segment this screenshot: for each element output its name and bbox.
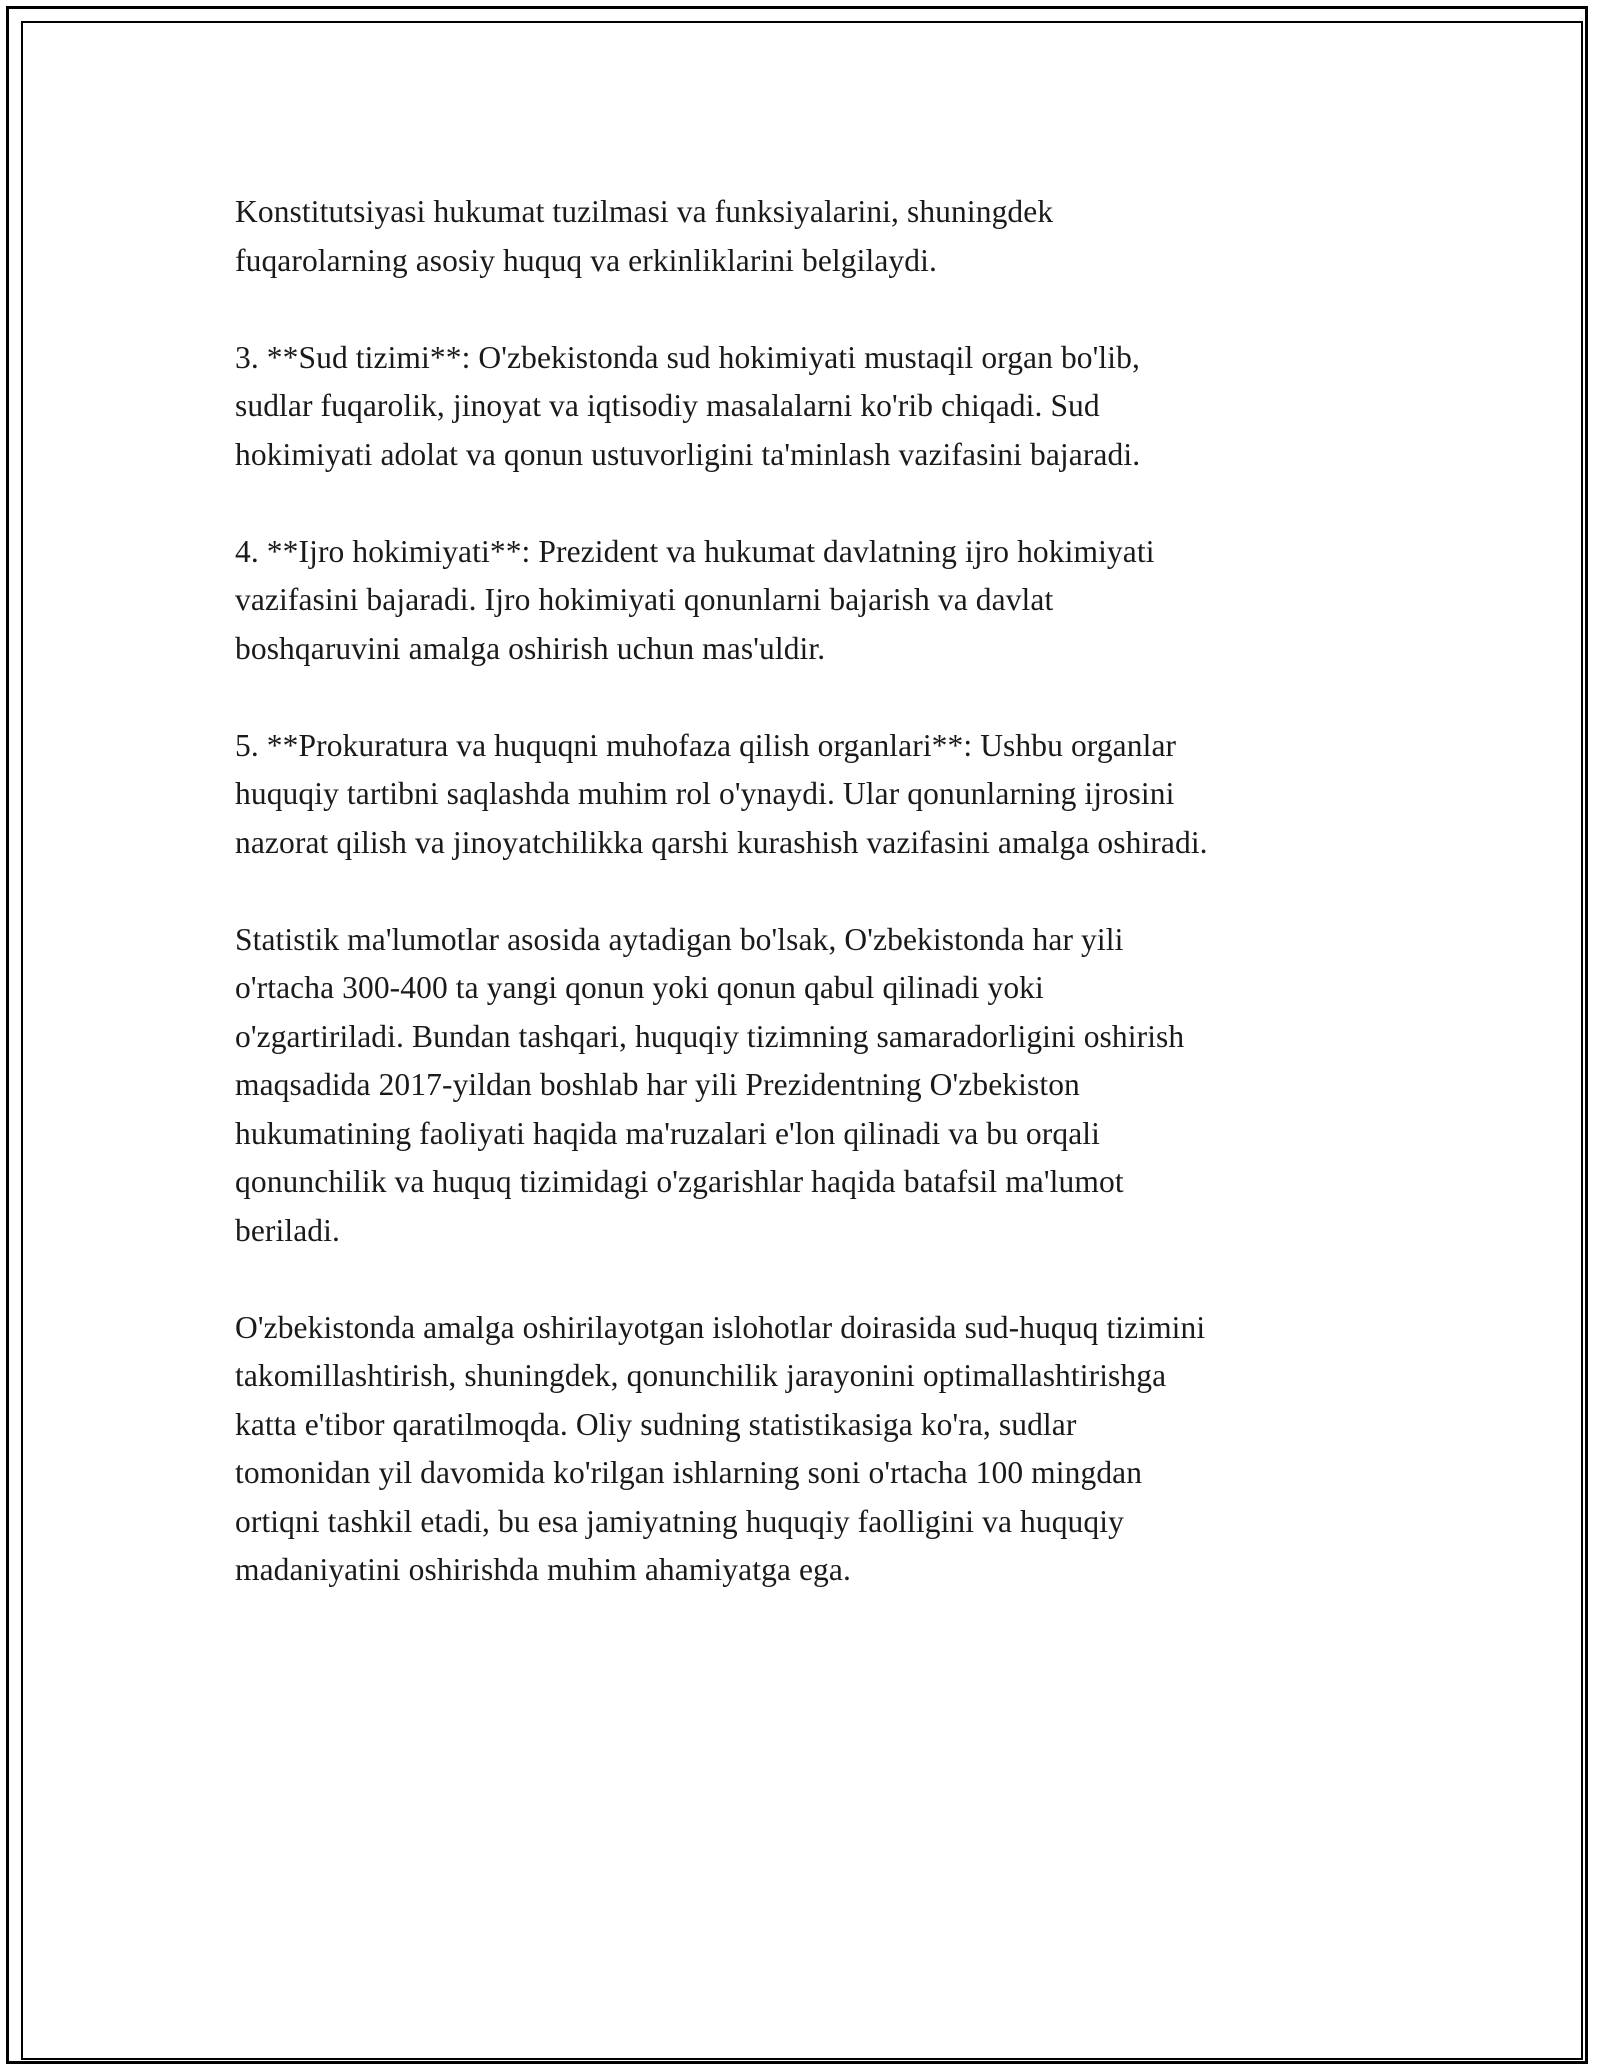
text-line: beriladi. bbox=[235, 1212, 340, 1248]
text-line: nazorat qilish va jinoyatchilikka qarshi kurashish vazifasini amalga oshiradi. bbox=[235, 824, 1208, 860]
text-line: 4. **Ijro hokimiyati**: Prezident va hukumat davlatning ijro hokimiyati bbox=[235, 533, 1155, 569]
text-line: o'rtacha 300-400 ta yangi qonun yoki qonun qabul qilinadi yoki bbox=[235, 970, 1044, 1005]
text-line: katta e'tibor qaratilmoqda. Oliy sudning statistikasiga ko'ra, sudlar bbox=[235, 1406, 1077, 1442]
paragraph-6 bbox=[235, 1304, 1385, 1595]
text-line: hukumatining faoliyati haqida ma'ruzalari e'lon qilinadi va bu orqali bbox=[235, 1115, 1100, 1151]
text-line: takomillashtirish, shuningdek, qonunchilik jarayonini optimallashtirishga bbox=[235, 1358, 1167, 1393]
text-line: sudlar fuqarolik, jinoyat va iqtisodiy masalalarni ko'rib chiqadi. Sud bbox=[235, 388, 1100, 423]
text-line: hokimiyati adolat va qonun ustuvorligini ta'minlash vazifasini bajaradi. bbox=[235, 436, 1141, 472]
paragraph-1 bbox=[235, 188, 1385, 285]
text-line: maqsadida 2017-yildan boshlab har yili Prezidentning O'zbekiston bbox=[235, 1067, 1080, 1102]
text-line: tomonidan yil davomida ko'rilgan ishlarning soni o'rtacha 100 mingdan bbox=[235, 1455, 1143, 1490]
text-line: fuqarolarning asosiy huquq va erkinliklarini belgilaydi. bbox=[235, 242, 937, 278]
paragraph-2 bbox=[235, 334, 1385, 480]
text-line: o'zgartiriladi. Bundan tashqari, huquqiy tizimning samaradorligini oshirish bbox=[235, 1018, 1185, 1054]
text-line: madaniyatini oshirishda muhim ahamiyatga ega. bbox=[235, 1552, 851, 1587]
text-line: huquqiy tartibni saqlashda muhim rol o'ynaydi. Ular qonunlarning ijrosini bbox=[235, 776, 1175, 811]
text-line: boshqaruvini amalga oshirish uchun mas'uldir. bbox=[235, 630, 826, 666]
document-body bbox=[235, 188, 1385, 1643]
text-line: Konstitutsiyasi hukumat tuzilmasi va funksiyalarini, shuningdek bbox=[235, 194, 1054, 229]
text-line: vazifasini bajaradi. Ijro hokimiyati qonunlarni bajarish va davlat bbox=[235, 582, 1054, 617]
text-line: ortiqni tashkil etadi, bu esa jamiyatning huquqiy faolligini va huquqiy bbox=[235, 1503, 1124, 1539]
paragraph-3 bbox=[235, 528, 1385, 674]
text-line: Statistik ma'lumotlar asosida aytadigan bo'lsak, O'zbekistonda har yili bbox=[235, 921, 1124, 957]
text-line: 3. **Sud tizimi**: O'zbekistonda sud hokimiyati mustaqil organ bo'lib, bbox=[235, 339, 1140, 375]
paragraph-5 bbox=[235, 916, 1385, 1256]
text-line: qonunchilik va huquq tizimidagi o'zgarishlar haqida batafsil ma'lumot bbox=[235, 1164, 1124, 1199]
text-line: O'zbekistonda amalga oshirilayotgan islohotlar doirasida sud-huquq tizimini bbox=[235, 1309, 1206, 1345]
paragraph-4 bbox=[235, 722, 1385, 868]
text-line: 5. **Prokuratura va huquqni muhofaza qilish organlari**: Ushbu organlar bbox=[235, 727, 1177, 763]
